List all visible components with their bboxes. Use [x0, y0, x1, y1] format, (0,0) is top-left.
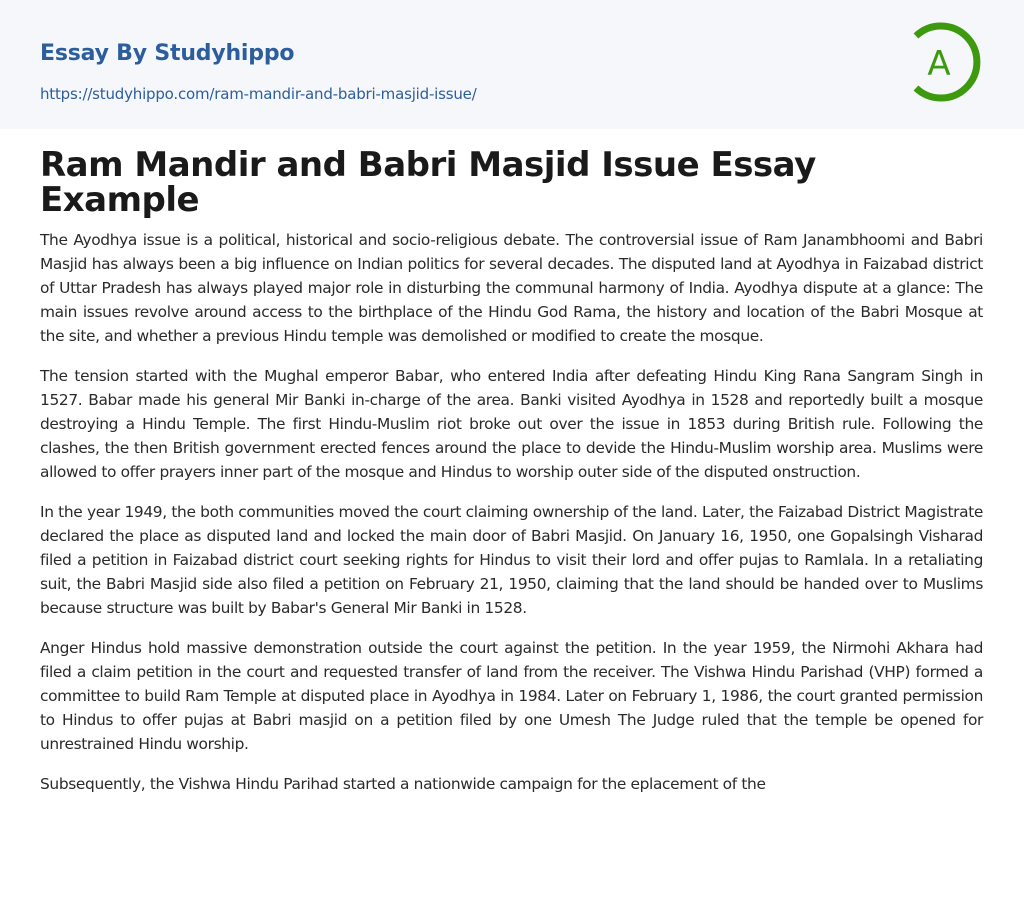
article-paragraph: The tension started with the Mughal emperor Babar, who entered India after defeating Hindu King Rana Sangram Singh in 1527. Babar made his general Mir Banki in-charge of the area. Banki visited Ayodhya in 1528 and reportedly built a mosque destroying a Hindu Temple. The first Hindu-Muslim riot broke out over the issue in 1853 during British rule. Following the clashes, the then British government erected fences around the place to devide the Hindu-Muslim worship area. Muslims were allowed to offer prayers inner part of the mosque and Hindus to worship outer side of the disputed onstruction. [40, 367, 983, 481]
article-paragraph: Anger Hindus hold massive demonstration outside the court against the petition. In the year 1959, the Nirmohi Akhara had filed a claim petition in the court and requested transfer of land from the receiver. The Vishwa Hindu Parishad (VHP) formed a committee to build Ram Temple at disputed place in Ayodhya in 1984. Later on February 1, 1986, the court granted permission to Hindus to offer pujas at Babri masjid on a petition filed by one Umesh The Judge ruled that the temple be opened for unrestrained Hindu worship. [40, 639, 983, 753]
page-url-link[interactable]: https://studyhippo.com/ram-mandir-and-babri-masjid-issue/ [40, 85, 477, 103]
article-paragraph: In the year 1949, the both communities moved the court claiming ownership of the land. Later, the Faizabad District Magistrate declared the place as disputed land and locked the main door of Babri Masjid. On January 16, 1950, one Gopalsingh Visharad filed a petition in Faizabad district court seeking rights for Hindus to visit their lord and offer pujas to Ramlala. In a retaliating suit, the Babri Masjid side also filed a petition on February 21, 1950, claiming that the land should be handed over to Muslims because structure was built by Babar's General Mir Banki in 1528. [40, 503, 983, 617]
site-brand: Essay By Studyhippo [40, 41, 295, 66]
article-paragraph: Subsequently, the Vishwa Hindu Parihad started a nationwide campaign for the eplacement of the [40, 775, 766, 793]
article-paragraph: The Ayodhya issue is a political, historical and socio-religious debate. The controversial issue of Ram Janambhoomi and Babri Masjid has always been a big influence on Indian politics for several decades. The disputed land at Ayodhya in Faizabad district of Uttar Pradesh has always played major role in disturbing the communal harmony of India. Ayodhya dispute at a glance: The main issues revolve around access to the birthplace of the Hindu God Rama, the history and location of the Babri Mosque at the site, and whether a previous Hindu temple was demolished or modified to create the mosque. [40, 231, 983, 345]
article-body [40, 228, 983, 812]
logo-letter: A [927, 44, 951, 84]
article-title: Ram Mandir and Babri Masjid Issue Essay Example [40, 145, 816, 220]
